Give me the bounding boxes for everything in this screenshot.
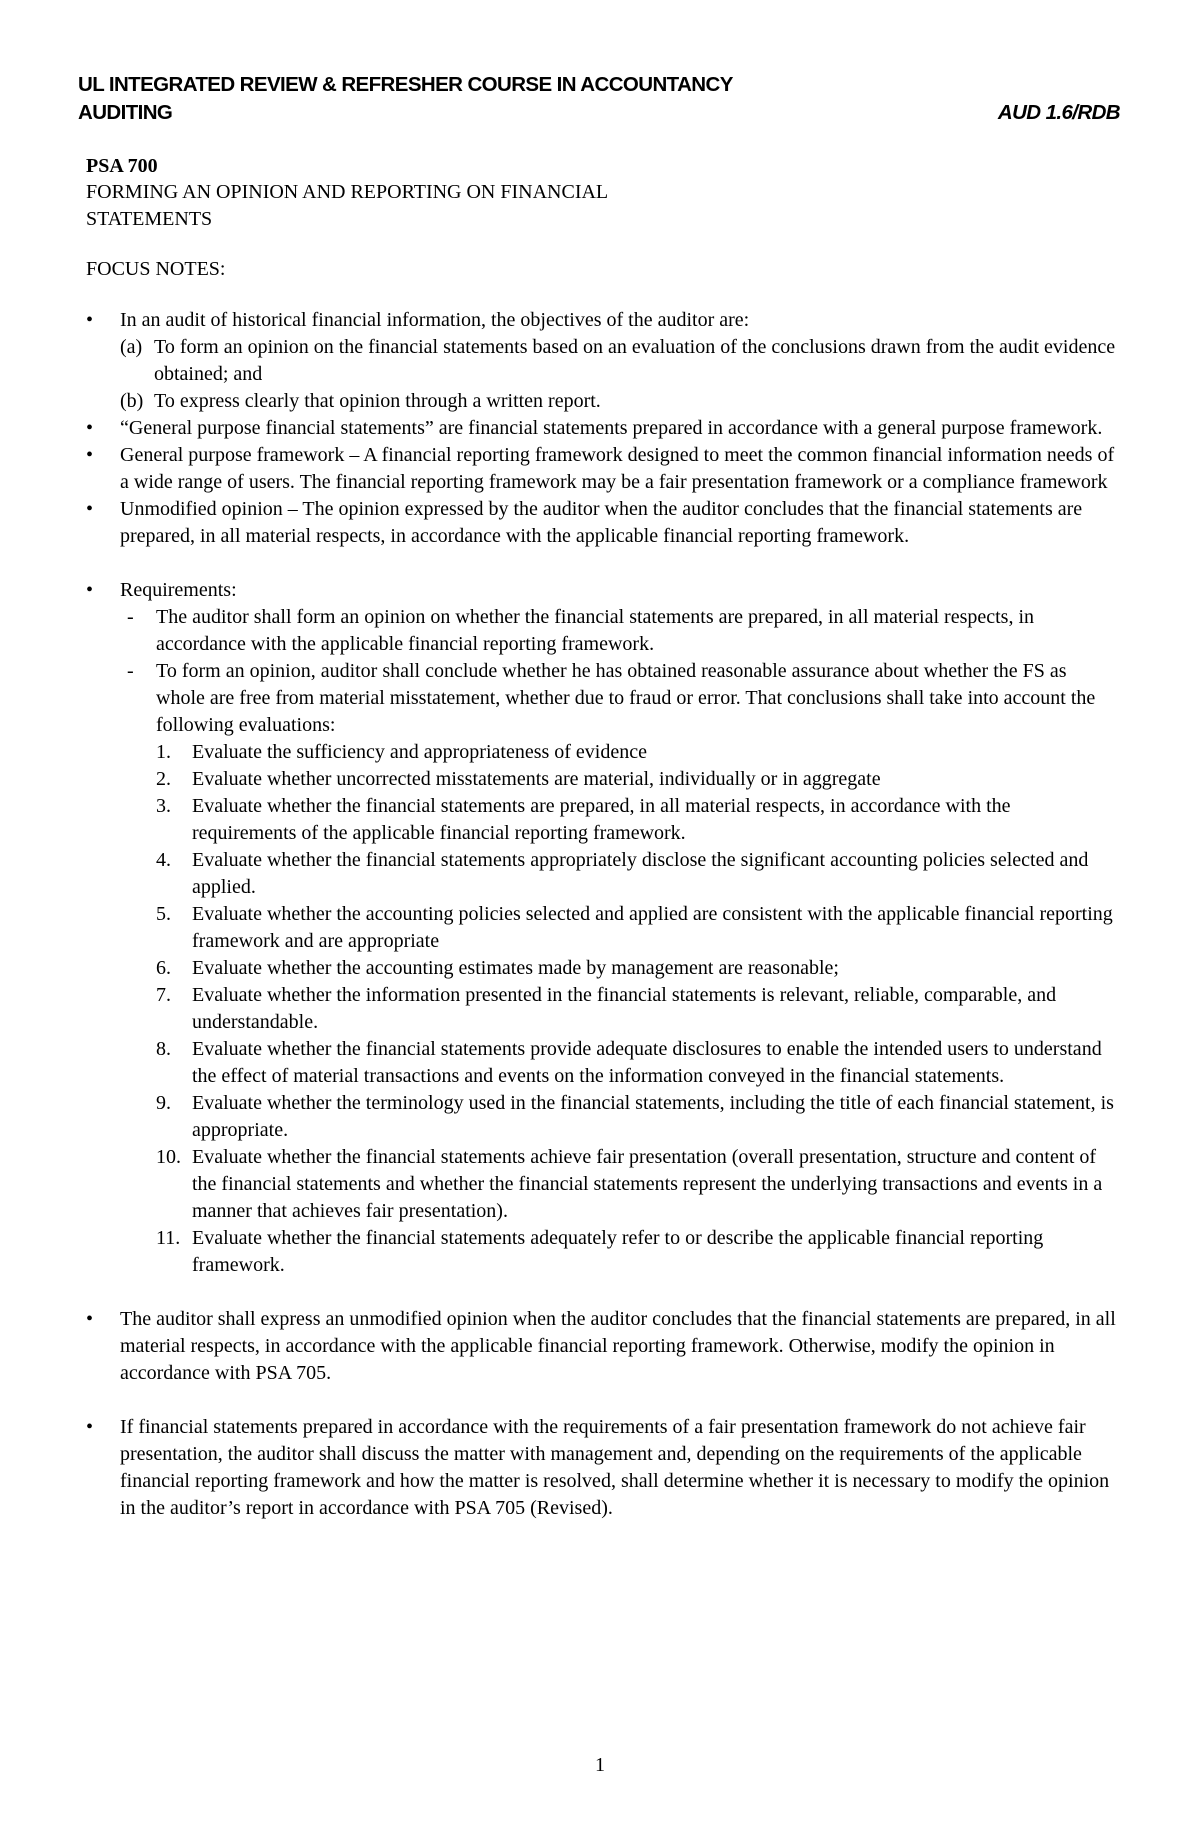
focus-notes-label: FOCUS NOTES:: [86, 258, 226, 280]
evaluation-item: [156, 1144, 1116, 1225]
dash-marker: -: [127, 660, 134, 682]
dash-marker: -: [127, 606, 134, 628]
note-general-purpose-fs: [86, 415, 1116, 442]
note-text: General purpose framework – A financial reporting framework designed to meet the common financial information needs of a wide range of users. The financial reporting framework may be a fair presentation framework or a compliance framework: [120, 444, 1115, 493]
evaluation-item: [156, 739, 1116, 766]
evaluation-text: Evaluate whether the financial statements appropriately disclose the significant accounting policies selected and applied.: [192, 849, 1089, 898]
evaluation-number: 7.: [156, 984, 171, 1006]
evaluation-item: [156, 1090, 1116, 1144]
evaluation-item: [156, 1225, 1116, 1279]
note-unmodified-opinion: [86, 496, 1116, 550]
note-fair-presentation: [86, 1414, 1116, 1522]
psa-number: PSA 700: [86, 155, 158, 177]
note-objectives: [86, 307, 1116, 415]
evaluation-number: 2.: [156, 768, 171, 790]
evaluation-text: Evaluate whether the financial statements adequately refer to or describe the applicable financial reporting framework.: [192, 1227, 1044, 1276]
subject-line: [78, 100, 1120, 126]
evaluation-text: Evaluate whether the accounting policies selected and applied are consistent with the applicable financial reporting framework and are appropriate: [192, 903, 1113, 952]
note-text: In an audit of historical financial information, the objectives of the auditor are:: [120, 309, 750, 331]
objective-b: [120, 388, 1116, 415]
focus-notes-list: [86, 307, 1116, 1522]
evaluations-list: [156, 739, 1116, 1279]
evaluation-number: 10.: [156, 1146, 181, 1168]
note-text: Requirements:: [120, 579, 237, 601]
evaluation-text: Evaluate the sufficiency and appropriateness of evidence: [192, 741, 647, 763]
bullet-icon: •: [86, 1308, 94, 1330]
note-text: Unmodified opinion – The opinion expressed by the auditor when the auditor concludes that the financial statements are prepared, in all material respects, in accordance with the applicable financial reporting framework.: [120, 498, 1083, 547]
note-text: If financial statements prepared in accordance with the requirements of a fair presentation framework do not achieve fair presentation, the auditor shall discuss the matter with management and, depending on the requirements of the applicable financial reporting framework and how the matter is resolved, shall determine whether it is necessary to modify the opinion in the auditor’s report in accordance with PSA 705 (Revised).: [120, 1416, 1110, 1519]
evaluation-text: Evaluate whether the financial statements provide adequate disclosures to enable the intended users to understand the effect of material transactions and events on the information conveyed in the financial statements.: [192, 1038, 1102, 1087]
evaluation-item: [156, 766, 1116, 793]
course-title: UL INTEGRATED REVIEW & REFRESHER COURSE IN ACCOUNTANCY: [78, 73, 733, 96]
evaluation-text: Evaluate whether the financial statements are prepared, in all material respects, in accordance with the requirements of the applicable financial reporting framework.: [192, 795, 1011, 844]
evaluation-item: [156, 955, 1116, 982]
requirement-text: The auditor shall form an opinion on whether the financial statements are prepared, in all material respects, in accordance with the applicable financial reporting framework.: [156, 606, 1035, 655]
page-number: 1: [595, 1754, 605, 1776]
evaluation-number: 11.: [156, 1227, 181, 1249]
objective-a: [120, 334, 1116, 388]
bullet-icon: •: [86, 309, 94, 331]
psa-title: FORMING AN OPINION AND REPORTING ON FINANCIAL STATEMENTS: [86, 181, 608, 230]
bullet-icon: •: [86, 417, 94, 439]
note-express-unmodified: [86, 1306, 1116, 1387]
document-code: AUD 1.6/RDB: [997, 101, 1120, 124]
bullet-icon: •: [86, 498, 94, 520]
evaluation-number: 8.: [156, 1038, 171, 1060]
note-text: “General purpose financial statements” are financial statements prepared in accordance with a general purpose framework.: [120, 417, 1103, 439]
evaluation-text: Evaluate whether the information presented in the financial statements is relevant, reliable, comparable, and understandable.: [192, 984, 1057, 1033]
subject-title: AUDITING: [78, 101, 173, 124]
evaluation-number: 6.: [156, 957, 171, 979]
evaluation-text: Evaluate whether the accounting estimates made by management are reasonable;: [192, 957, 839, 979]
requirement-text: To form an opinion, auditor shall conclude whether he has obtained reasonable assurance about whether the FS as whole are free from material misstatement, whether due to fraud or error. That conclusions shall take into account the following evaluations:: [156, 660, 1096, 736]
bullet-icon: •: [86, 1416, 94, 1438]
note-requirements: [86, 577, 1116, 1279]
evaluation-number: 5.: [156, 903, 171, 925]
evaluation-number: 9.: [156, 1092, 171, 1114]
evaluation-item: [156, 982, 1116, 1036]
evaluation-item: [156, 901, 1116, 955]
evaluation-text: Evaluate whether the terminology used in the financial statements, including the title of each financial statement, is appropriate.: [192, 1092, 1114, 1141]
objective-label: (b): [120, 390, 144, 412]
objective-text: To express clearly that opinion through a written report.: [154, 390, 601, 412]
note-general-purpose-framework: [86, 442, 1116, 496]
bullet-icon: •: [86, 579, 94, 601]
evaluation-number: 4.: [156, 849, 171, 871]
objective-text: To form an opinion on the financial statements based on an evaluation of the conclusions drawn from the audit evidence obtained; and: [154, 336, 1116, 385]
evaluation-item: [156, 847, 1116, 901]
evaluation-item: [156, 793, 1116, 847]
note-text: The auditor shall express an unmodified opinion when the auditor concludes that the financial statements are prepared, in all material respects, in accordance with the applicable financial reporting framework. Otherwise, modify the opinion in accordance with PSA 705.: [120, 1308, 1116, 1384]
bullet-icon: •: [86, 444, 94, 466]
evaluation-number: 3.: [156, 795, 171, 817]
evaluation-text: Evaluate whether uncorrected misstatements are material, individually or in aggregate: [192, 768, 881, 790]
objective-label: (a): [120, 336, 143, 358]
evaluation-item: [156, 1036, 1116, 1090]
evaluation-text: Evaluate whether the financial statements achieve fair presentation (overall presentation, structure and content of the financial statements and whether the financial statements represent the underlying transactions and events in a manner that achieves fair presentation).: [192, 1146, 1103, 1222]
requirement-item: [120, 604, 1116, 658]
requirement-item: [120, 658, 1116, 1279]
evaluation-number: 1.: [156, 741, 171, 763]
